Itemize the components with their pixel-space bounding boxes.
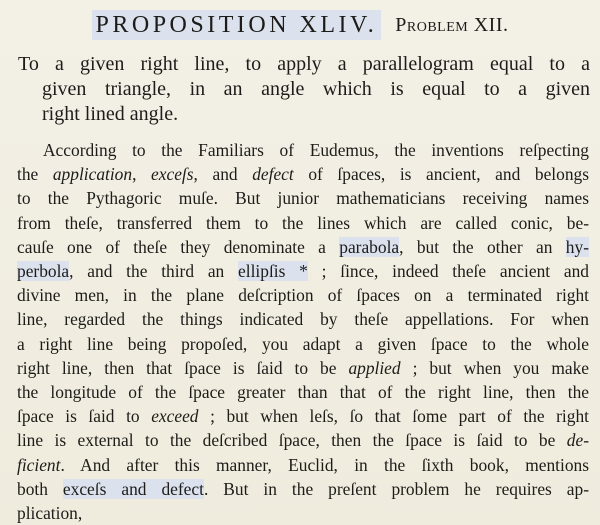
enunciation-line: given triangle, in an angle which is equal to a given (42, 78, 590, 100)
term-hyperbola-start: hy- (565, 236, 589, 257)
text-line: right line, then that ſpace is ſaid to be applied ; but when you make (17, 357, 589, 378)
problem-title: Problem XII. (395, 14, 509, 36)
term-deficient-end: ficient (17, 454, 61, 475)
page-header (0, 8, 600, 42)
term-excess: exceſs (151, 164, 194, 185)
text-line: line is external to the deſcribed ſpace, then the ſpace is ſaid to be de- (17, 430, 589, 451)
term-ellipsis: ellipſis * (238, 261, 308, 282)
text-line: from theſe, transferred them to the lines which are called conic, be- (17, 212, 589, 233)
proposition-title: PROPOSITION XLIV. (92, 10, 382, 40)
enunciation-line: right lined angle. (42, 103, 179, 125)
text-line: ſpace is ſaid to exceed ; but when leſs, ſo that ſome part of the right (17, 406, 589, 427)
term-exceed: exceed (151, 406, 199, 427)
text-line: plication, (17, 503, 83, 524)
text-line: divine men, in the plane deſcription of ſpaces on a terminated right (17, 285, 589, 306)
term-defect: defect (252, 164, 294, 185)
text-line: a right line being propoſed, you adapt a given ſpace to the whole (17, 333, 589, 354)
text-line: cauſe one of theſe they denominate a parabola, but the other an hy- (17, 236, 589, 257)
enunciation-line: To a given right line, to apply a parallelogram equal to a (18, 53, 590, 75)
text-line: the application, exceſs, and defect of ſpaces, is ancient, and belongs (17, 164, 589, 185)
term-applied: applied (348, 357, 401, 378)
term-parabola: parabola (339, 236, 400, 257)
text-line: both exceſs and defect. But in the preſent problem he requires ap- (17, 478, 589, 499)
term-excess-and-defect: exceſs and defect (62, 478, 204, 499)
term-deficient-start: de- (566, 430, 589, 451)
text-line: the longitude of the ſpace greater than that of the right line, then the (17, 382, 589, 403)
enunciation-paragraph (18, 52, 590, 127)
enunciation (18, 52, 590, 127)
text-line: line, regarded the things indicated by theſe appellations. For when (17, 309, 589, 330)
text-line: According to the Familiars of Eudemus, the inventions reſpecting (43, 140, 589, 160)
commentary-paragraph (17, 138, 589, 525)
text-line: to the Pythagoric muſe. But junior mathematicians receiving names (17, 188, 589, 209)
text-line: ficient. And after this manner, Euclid, in the ſixth book, mentions (17, 454, 589, 475)
term-application: application (52, 164, 133, 185)
term-hyperbola-end: perbola (17, 261, 70, 282)
text-line: perbola, and the third an ellipſis * ; ſince, indeed theſe ancient and (17, 261, 589, 282)
